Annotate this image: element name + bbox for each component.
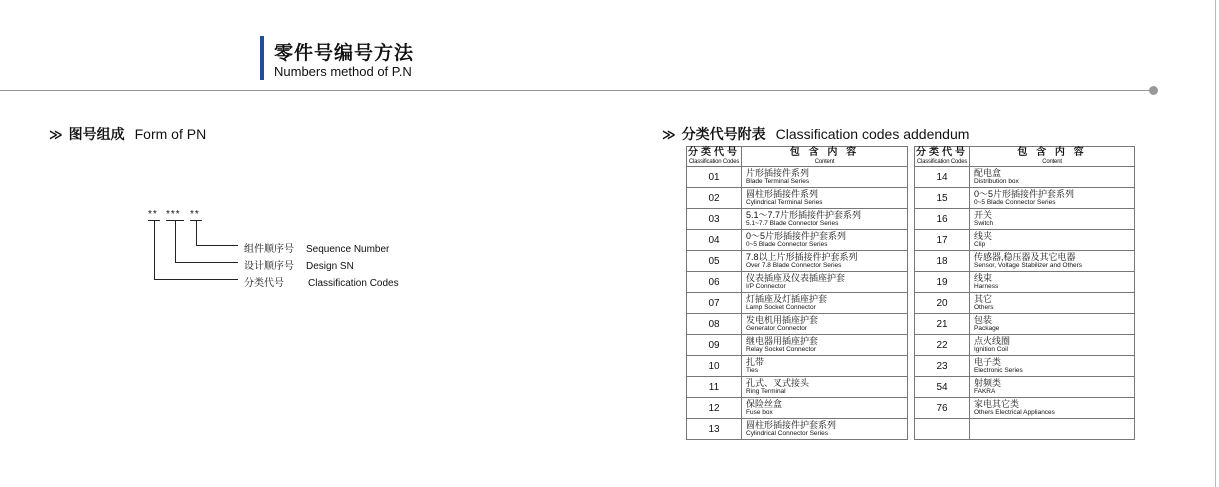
classification-table-left	[686, 146, 908, 440]
content-zh: 扎带	[746, 356, 765, 367]
content-en: Clip	[974, 240, 986, 248]
table-row	[915, 272, 1135, 293]
content-cell	[742, 377, 908, 398]
content-en: 5.1~7.7 Blade Connector Series	[746, 219, 839, 227]
code-cell: 01	[687, 167, 742, 188]
content-zh: 片形插接件系列	[746, 167, 810, 178]
legend-classification-codes: 分类代号 Classification Codes	[244, 278, 399, 289]
content-zh: 家电其它类	[974, 398, 1020, 409]
table-row	[915, 188, 1135, 209]
content-zh: 电子类	[974, 356, 1002, 367]
table-row	[687, 272, 908, 293]
content-en: Blade Terminal Series	[746, 177, 810, 185]
content-zh: 圆柱形插接件护套系列	[746, 419, 837, 430]
content-cell	[970, 230, 1135, 251]
table-row	[915, 251, 1135, 272]
code-cell: 13	[687, 419, 742, 440]
content-en: Relay Socket Connector	[746, 345, 817, 353]
content-cell	[970, 398, 1135, 419]
code-cell: 18	[915, 251, 970, 272]
table-row	[687, 356, 908, 377]
content-zh: 保险丝盒	[746, 398, 783, 409]
code-cell: 76	[915, 398, 970, 419]
content-zh: 圆柱形插接件系列	[746, 188, 819, 199]
code-token-sequence: **	[190, 209, 200, 220]
code-cell: 07	[687, 293, 742, 314]
header-content-cell: 包 含 内 容 Content	[970, 147, 1135, 167]
legend-sequence-number: 组件顺序号 Sequence Number	[244, 244, 390, 255]
content-zh: 线束	[974, 272, 993, 283]
content-en: Ring Terminal	[746, 387, 786, 395]
table-row	[687, 293, 908, 314]
table-row	[687, 335, 908, 356]
code-cell	[915, 419, 970, 440]
connector-line-design	[175, 262, 238, 263]
content-cell	[742, 314, 908, 335]
content-cell	[742, 356, 908, 377]
content-en: 0~5 Blade Connector Series	[746, 240, 828, 248]
classification-heading-zh: 分类代号附表	[681, 126, 766, 142]
connector-line-sequence	[196, 220, 197, 245]
table-row	[915, 419, 1135, 440]
content-zh: 其它	[974, 293, 993, 304]
content-cell	[970, 419, 1135, 440]
content-zh: 线夹	[974, 230, 993, 241]
content-cell	[970, 209, 1135, 230]
content-cell	[970, 377, 1135, 398]
code-cell: 16	[915, 209, 970, 230]
code-cell: 10	[687, 356, 742, 377]
table-row	[915, 230, 1135, 251]
divider-end-dot	[1149, 86, 1158, 95]
legend-design-sn: 设计顺序号 Design SN	[244, 261, 354, 272]
content-cell	[742, 293, 908, 314]
code-cell: 23	[915, 356, 970, 377]
code-cell: 21	[915, 314, 970, 335]
content-zh: 孔式、叉式接头	[746, 377, 810, 388]
code-cell: 15	[915, 188, 970, 209]
code-cell: 54	[915, 377, 970, 398]
table-row	[687, 251, 908, 272]
code-cell: 22	[915, 335, 970, 356]
code-cell: 03	[687, 209, 742, 230]
code-token-design: ***	[166, 209, 181, 220]
code-cell: 06	[687, 272, 742, 293]
page-edge-line	[1215, 0, 1216, 487]
content-en: Package	[974, 324, 1000, 332]
table-row	[915, 209, 1135, 230]
table-header-row	[687, 147, 908, 167]
content-cell	[970, 293, 1135, 314]
connector-line-classification	[154, 220, 155, 279]
content-en: Ignition Coil	[974, 345, 1008, 353]
table-row	[915, 335, 1135, 356]
code-cell: 02	[687, 188, 742, 209]
classification-table-right	[914, 146, 1135, 440]
code-cell: 08	[687, 314, 742, 335]
content-cell	[970, 251, 1135, 272]
page-title: 零件号编号方法	[274, 43, 415, 64]
table-row	[915, 377, 1135, 398]
form-heading-zh: 图号组成	[68, 126, 125, 142]
table-row	[915, 356, 1135, 377]
content-en: Cylindrical Terminal Series	[746, 198, 823, 206]
title-accent-bar	[260, 36, 264, 80]
content-zh: 传感器,稳压器及其它电器	[974, 251, 1076, 262]
content-cell	[970, 356, 1135, 377]
content-en: Fuse box	[746, 408, 773, 416]
header-content-cell: 包 含 内 容 Content	[742, 147, 908, 167]
table-row	[687, 398, 908, 419]
page-subtitle: Numbers method of P.N	[274, 64, 412, 79]
table-row	[687, 419, 908, 440]
code-cell: 20	[915, 293, 970, 314]
content-en: 0~5 Blade Connector Series	[974, 198, 1056, 206]
header-code-cell: 分类代号 Classification Codes	[688, 147, 740, 165]
content-cell	[742, 335, 908, 356]
content-en: Others	[974, 303, 994, 311]
content-en: Sensor, Voltage Stabilizer and Others	[974, 261, 1083, 269]
content-zh: 继电器用插座护套	[746, 335, 819, 346]
content-cell	[742, 272, 908, 293]
content-en: Switch	[974, 219, 994, 227]
content-en: I/P Connector	[746, 282, 786, 290]
content-zh: 仪表插座及仪表插座护套	[746, 272, 846, 283]
content-zh: 0～5片形插接件护套系列	[974, 188, 1075, 199]
table-row	[915, 398, 1135, 419]
code-cell: 14	[915, 167, 970, 188]
content-en: Ties	[746, 366, 759, 374]
classification-section-heading	[662, 124, 969, 144]
content-cell	[970, 272, 1135, 293]
content-cell	[970, 314, 1135, 335]
content-zh: 0～5片形插接件护套系列	[746, 230, 847, 241]
table-row	[915, 167, 1135, 188]
table-row	[687, 188, 908, 209]
content-zh: 包装	[974, 314, 993, 325]
header-divider	[0, 90, 1152, 91]
code-cell: 11	[687, 377, 742, 398]
form-section-heading	[49, 124, 206, 144]
content-en: Generator Connector	[746, 324, 808, 332]
content-cell	[742, 230, 908, 251]
connector-line-classification	[154, 279, 238, 280]
double-chevron-icon: ≫	[662, 127, 674, 142]
connector-line-design	[175, 220, 176, 262]
table-header-row	[915, 147, 1135, 167]
content-zh: 开关	[974, 209, 993, 220]
content-zh: 灯插座及灯插座护套	[746, 293, 828, 304]
code-cell: 09	[687, 335, 742, 356]
content-zh: 7.8以上片形插接件护套系列	[746, 251, 858, 262]
double-chevron-icon: ≫	[49, 127, 61, 142]
content-en: Over 7.8 Blade Connector Series	[746, 261, 842, 269]
content-en: Distribution box	[974, 177, 1019, 185]
connector-line-sequence	[196, 245, 238, 246]
content-cell	[742, 419, 908, 440]
table-row	[687, 377, 908, 398]
table-row	[687, 167, 908, 188]
code-cell: 12	[687, 398, 742, 419]
content-cell	[742, 167, 908, 188]
content-zh: 发电机用插座护套	[746, 314, 819, 325]
code-cell: 19	[915, 272, 970, 293]
content-en: Lamp Socket Connector	[746, 303, 816, 311]
table-row	[915, 293, 1135, 314]
content-en: Others Electrical Appliances	[974, 408, 1055, 416]
content-cell	[742, 188, 908, 209]
table-row	[915, 314, 1135, 335]
code-cell: 04	[687, 230, 742, 251]
table-row	[687, 209, 908, 230]
code-cell: 17	[915, 230, 970, 251]
content-zh: 5.1～7.7片形插接件护套系列	[746, 209, 862, 220]
content-cell	[970, 188, 1135, 209]
code-token-classification: **	[148, 209, 158, 220]
table-row	[687, 314, 908, 335]
table-row	[687, 230, 908, 251]
content-en: Harness	[974, 282, 999, 290]
content-zh: 点火线圈	[974, 335, 1011, 346]
content-zh: 配电盒	[974, 167, 1002, 178]
content-en: FAKRA	[974, 387, 996, 395]
classification-heading-en: Classification codes addendum	[775, 126, 970, 142]
content-cell	[742, 398, 908, 419]
content-cell	[970, 167, 1135, 188]
content-en: Cylindrical Connector Series	[746, 429, 829, 437]
content-cell	[742, 209, 908, 230]
content-cell	[742, 251, 908, 272]
form-heading-en: Form of PN	[134, 126, 207, 142]
code-cell: 05	[687, 251, 742, 272]
header-code-cell: 分类代号 Classification Codes	[916, 147, 968, 165]
content-zh: 射频类	[974, 377, 1002, 388]
content-cell	[970, 335, 1135, 356]
content-en: Electronic Series	[974, 366, 1023, 374]
